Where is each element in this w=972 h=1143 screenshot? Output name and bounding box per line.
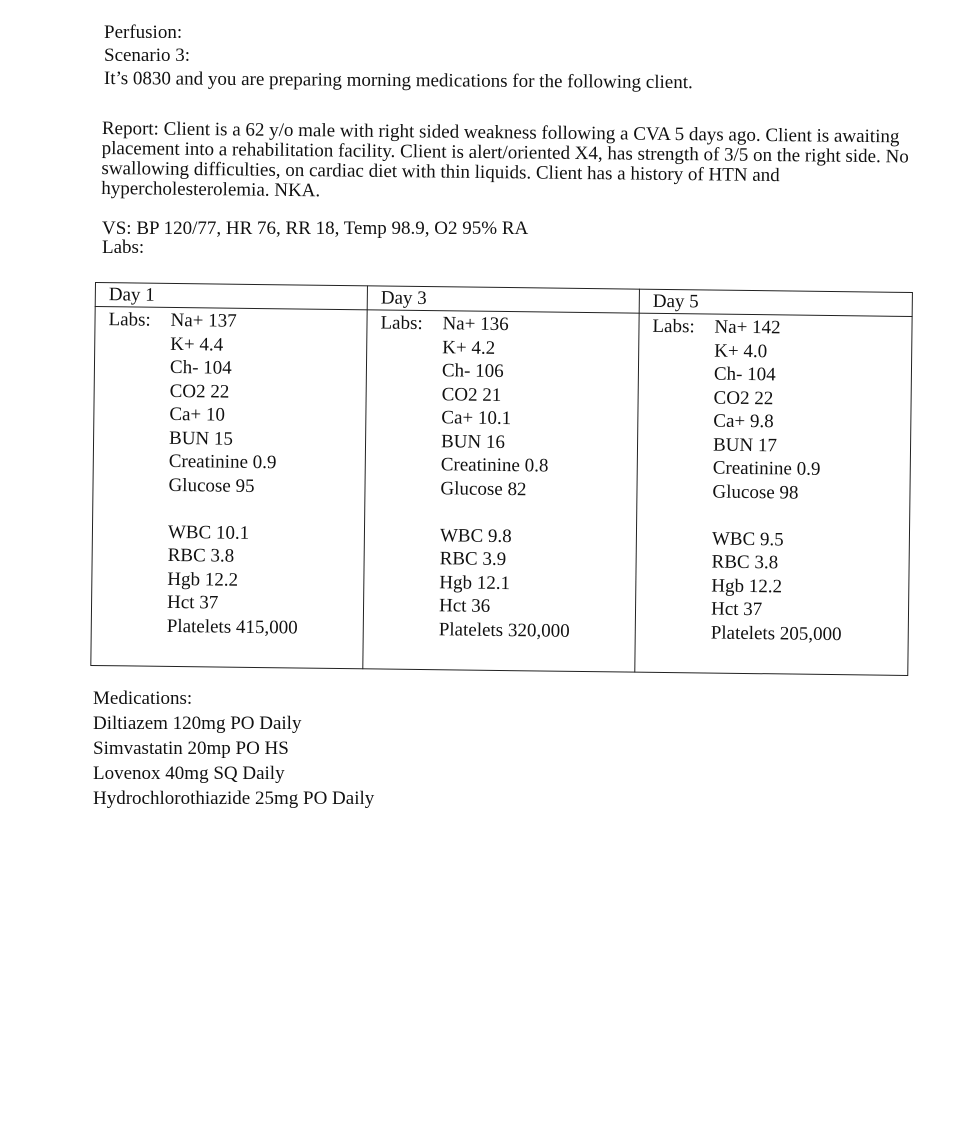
- lab-column-day-5: [634, 289, 911, 676]
- lab-value-hgb: Hgb 12.2: [711, 575, 783, 597]
- lab-value-platelets: Platelets 205,000: [710, 622, 842, 645]
- lab-value-bun: BUN 16: [440, 430, 506, 453]
- lab-value-wbc: WBC 9.8: [439, 524, 512, 547]
- group-spacer: [168, 497, 358, 523]
- lab-value-wbc: WBC 10.1: [167, 521, 250, 544]
- lab-value-chloride: Ch- 104: [713, 363, 776, 386]
- lab-value-co2: CO2 22: [169, 380, 230, 403]
- lab-value-bun: BUN 15: [168, 427, 234, 450]
- lab-value-hgb: Hgb 12.1: [439, 571, 511, 594]
- medications-heading: Medications:: [93, 688, 193, 709]
- day-header: Day 3: [380, 287, 427, 310]
- lab-value-hct: Hct 37: [166, 591, 219, 614]
- lab-value-potassium: K+ 4.2: [442, 336, 496, 359]
- medications-block: [93, 686, 593, 811]
- scenario-label: Scenario 3:: [104, 45, 191, 66]
- report-block: [101, 118, 932, 202]
- labs-row-label: Labs:: [652, 315, 695, 338]
- lab-value-co2: CO2 21: [441, 383, 502, 406]
- lab-value-potassium: K+ 4.4: [170, 333, 224, 356]
- intro-text: It’s 0830 and you are preparing morning medications for the following client.: [103, 67, 693, 94]
- lab-values: [167, 309, 361, 640]
- day-header: Day 1: [108, 284, 155, 306]
- lab-value-platelets: Platelets 320,000: [438, 618, 570, 642]
- lab-value-chloride: Ch- 106: [441, 360, 504, 382]
- labs-row-label: Labs:: [380, 312, 423, 335]
- lab-value-rbc: RBC 3.8: [167, 544, 235, 567]
- lab-value-creatinine: Creatinine 0.9: [712, 457, 821, 480]
- lab-value-sodium: Na+ 137: [170, 309, 237, 332]
- lab-value-calcium: Ca+ 9.8: [713, 410, 774, 433]
- lab-value-wbc: WBC 9.5: [711, 528, 784, 550]
- lab-value-calcium: Ca+ 10.1: [441, 407, 512, 430]
- lab-values: [711, 316, 905, 647]
- medication-item: Diltiazem 120mg PO Daily: [93, 713, 302, 734]
- lab-value-creatinine: Creatinine 0.8: [440, 454, 549, 477]
- medication-item: Simvastatin 20mp PO HS: [93, 738, 289, 759]
- lab-value-hgb: Hgb 12.2: [167, 568, 239, 591]
- lab-value-bun: BUN 17: [712, 434, 778, 456]
- lab-values: [439, 312, 633, 643]
- group-spacer: [440, 500, 630, 526]
- lab-value-sodium: Na+ 142: [714, 316, 781, 339]
- lab-value-sodium: Na+ 136: [442, 313, 509, 336]
- lab-value-chloride: Ch- 104: [169, 356, 232, 379]
- group-spacer: [712, 504, 902, 530]
- labs-heading: Labs:: [102, 237, 145, 258]
- document-header: [103, 21, 934, 94]
- section-title: Perfusion:: [104, 22, 183, 43]
- lab-value-co2: CO2 22: [713, 387, 774, 409]
- lab-value-calcium: Ca+ 10: [169, 403, 226, 426]
- medication-item: Lovenox 40mg SQ Daily: [93, 763, 285, 784]
- medication-item: Hydrochlorothiazide 25mg PO Daily: [93, 788, 375, 809]
- labs-row-label: Labs:: [108, 309, 151, 331]
- vital-signs: VS: BP 120/77, HR 76, RR 18, Temp 98.9, O2 95% RA: [102, 218, 529, 239]
- report-text: Report: Client is a 62 y/o male with right sided weakness following a CVA 5 days ago. Client is awaiting placement into a rehabilitation facility. Client is alert/oriented X4, has strength of 3/5 on the right side. No swallowing difficulties, on cardiac diet with thin liquids. Client has a history of HTN and hypercholesterolemia. NKA.: [101, 118, 909, 202]
- day-header: Day 5: [652, 290, 699, 313]
- lab-value-glucose: Glucose 98: [712, 481, 799, 504]
- lab-value-glucose: Glucose 95: [168, 474, 255, 497]
- lab-value-platelets: Platelets 415,000: [166, 615, 298, 639]
- lab-column-day-1: [90, 282, 367, 669]
- lab-value-hct: Hct 36: [438, 595, 491, 617]
- lab-results-table: [90, 282, 913, 678]
- lab-value-creatinine: Creatinine 0.9: [168, 450, 277, 474]
- lab-value-glucose: Glucose 82: [440, 477, 527, 500]
- lab-value-hct: Hct 37: [710, 598, 763, 621]
- lab-value-rbc: RBC 3.8: [711, 551, 779, 574]
- lab-value-rbc: RBC 3.9: [439, 548, 507, 571]
- lab-value-potassium: K+ 4.0: [714, 340, 768, 362]
- lab-column-day-3: [362, 285, 639, 672]
